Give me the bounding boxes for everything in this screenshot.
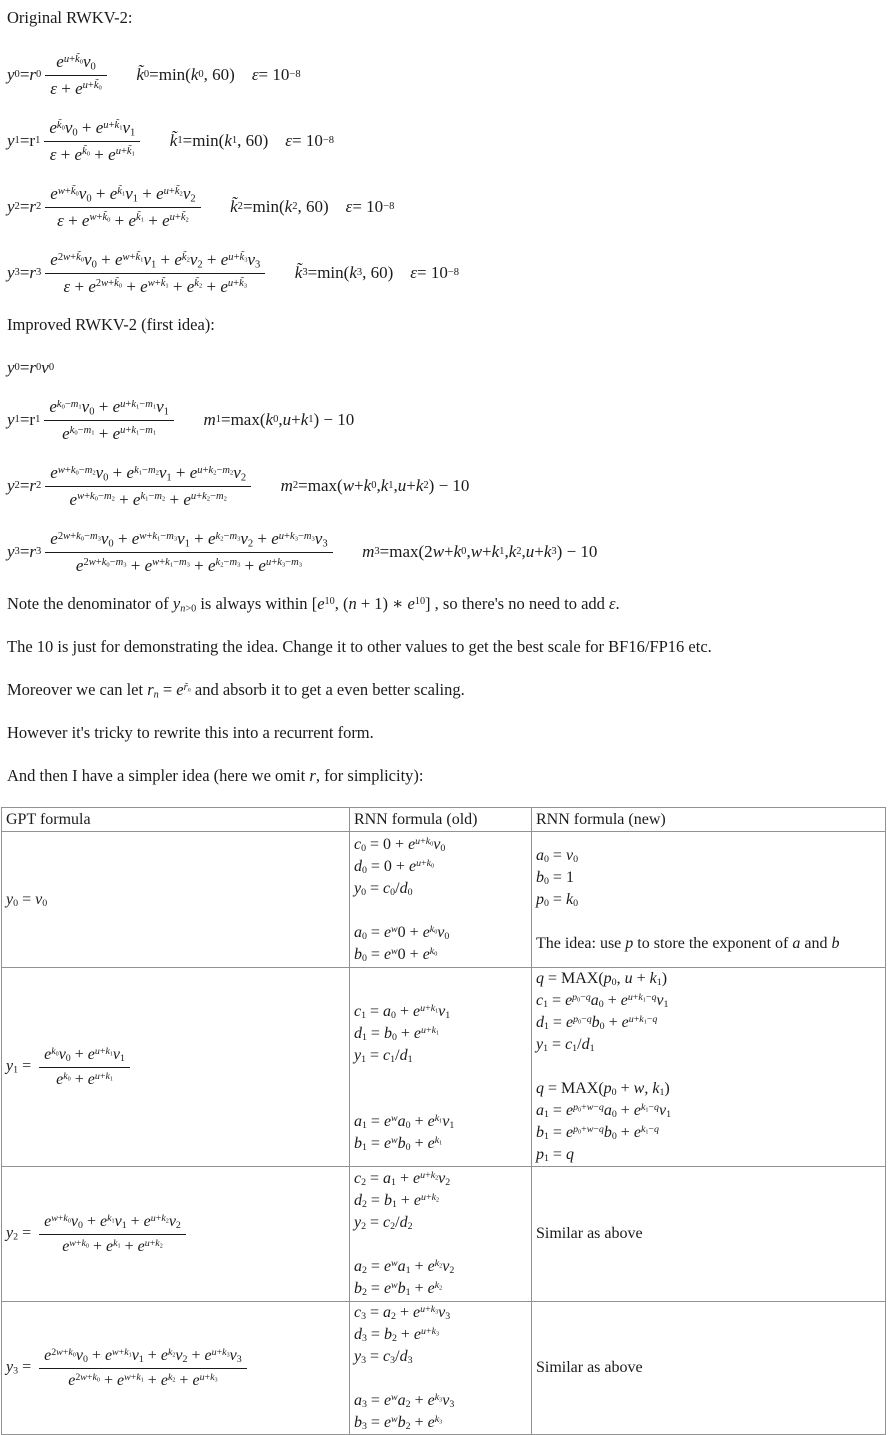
formula-line [536, 911, 881, 933]
formula-line: $a_3 = e^wa_2 + e^{k_3}v_3$ [353, 1392, 455, 1411]
table-row [2, 1302, 886, 1435]
formula-line: $a_0 = e^w0 + e^{k_0}v_0$ [353, 923, 450, 942]
rnn-new-cell [531, 1302, 885, 1435]
formula-line: $c_0 = 0 + e^{u+k_0}v_0$ [353, 835, 446, 854]
table-header-row [2, 808, 886, 832]
formula-comparison-table [1, 807, 886, 1435]
gpt-formula-cell: $y_3$ = $\frac{e^{2w+k_0}v_0 + e^{w+k_1}v_1 + e^{k_2}v_2 + e^{u+k_3}v_3}{e^{2w+k_0} + e^{w+k_1} + e^{k_2} + e^{u+k_3}}$ [2, 1302, 350, 1435]
formula-line: $b_3 = e^wb_2 + e^{k_3}$ [353, 1414, 443, 1433]
formula-line: $y_0 = c_0/d_0$ [353, 879, 413, 898]
column-header: RNN formula (new) [531, 808, 885, 832]
paragraph: And then I have a simpler idea (here we omit r, for simplicity): [7, 766, 424, 785]
formula-line: $a_2 = e^wa_1 + e^{k_2}v_2$ [353, 1258, 455, 1277]
formula-line: $b_0 = 1$ [535, 868, 574, 887]
display-formula: y 2 = r 2 $e^{w+k̃_0}v_0 + e^{k̃_1}v_1 + e^{u+k̃_2}v_2$ $\varepsilon + e^{w+k̃_0} + e^{k̃_1} + e^{u+k̃_2}$ k̃ 2 = min ( k 2 , 60) ε = 10 −8 [7, 184, 395, 230]
formula-line: $a_1 = e^{p_0+w-q}a_0 + e^{k_1-q}v_1$ [535, 1102, 672, 1121]
paragraph: The 10 is just for demonstrating the idea. Change it to other values to get the best scale for BF16/FP16 etc. [7, 637, 712, 656]
paragraph: Moreover we can let $r_n = e^{r̃_n}$ and absorb it to get a even better scaling. [7, 680, 465, 701]
display-formula: y 1 = r 1 $e^{k̃_0}v_0 + e^{u+k̃_1}v_1$ $\varepsilon + e^{k̃_0} + e^{u+k̃_1}$ k̃ 1 = min ( k 1 , 60) ε = 10 −8 [7, 118, 335, 164]
formula-line: $q = MAX(p_0 + w$, $k_1$) [535, 1080, 670, 1099]
formula-line: $c_1 = a_0 + e^{u+k_1}v_1$ [353, 1003, 451, 1022]
formula-line: $y_1 = c_1/d_1$ [353, 1047, 413, 1066]
display-formula: y 3 = r 3 $e^{2w+k_0-m_3}v_0 + e^{w+k_1-m_3}v_1 + e^{k_2-m_3}v_2 + e^{u+k_3-m_3}v_3$ $e^{2w+k_0-m_3} + e^{w+k_1-m_3} + e^{k_2-m_3} + e^{u+k_3-m_3}$ m 3 = max (2 w + k 0 , w + k 1 , k 2 , u + k 3 ) − 10 [7, 529, 598, 575]
formula-line: $c_3 = a_2 + e^{u+k_3}v_3$ [353, 1304, 451, 1323]
formula-line: $d_0 = 0 + e^{u+k_0}$ [353, 857, 435, 876]
formula-line: $d_1 = b_0 + e^{u+k_1}$ [353, 1025, 440, 1044]
column-header: GPT formula [2, 808, 350, 832]
formula-line [354, 1089, 527, 1111]
formula-line: $b_2 = e^wb_1 + e^{k_2}$ [353, 1280, 443, 1299]
paragraph: Improved RWKV-2 (first idea): [7, 315, 215, 334]
formula-line: $p_0 = k_0$ [535, 890, 579, 909]
rnn-new-cell [531, 1167, 885, 1302]
column-header: RNN formula (old) [349, 808, 531, 832]
formula-line: $b_1 = e^{p_0+w-q}b_0 + e^{k_1-q}$ [535, 1124, 659, 1143]
display-formula: y 0 = r 0 v 0 [7, 358, 55, 377]
rnn-new-cell [531, 832, 885, 968]
formula-line: $c_2 = a_1 + e^{u+k_2}v_2$ [353, 1170, 451, 1189]
display-formula: y 1 = r 1 $e^{k_0-m_1}v_0 + e^{u+k_1-m_1}v_1$ $e^{k_0-m_1} + e^{u+k_1-m_1}$ m 1 = max ( k 0 , u + k 1 ) − 10 [7, 397, 355, 443]
formula-line [354, 1368, 527, 1390]
formula-line: $p_1 = q$ [535, 1146, 574, 1165]
rnn-old-cell [349, 832, 531, 968]
rnn-old-cell [349, 1302, 531, 1435]
gpt-formula-cell: $y_1$ = $\frac{e^{k_0}v_0 + e^{u+k_1}v_1}{e^{k_0} + e^{u+k_1}}$ [2, 968, 350, 1167]
formula-line: $y_1 = c_1/d_1$ [535, 1036, 595, 1055]
formula-line [354, 1234, 527, 1256]
formula-line: The idea: use p to store the exponent of a and b [535, 934, 840, 952]
table-row [2, 968, 886, 1167]
formula-line: $c_1 = e^{p_0-q}a_0 + e^{u+k_1-q}v_1$ [535, 992, 669, 1011]
formula-line [354, 1067, 527, 1089]
display-formula: y 2 = r 2 $e^{w+k_0-m_2}v_0 + e^{k_1-m_2}v_1 + e^{u+k_2-m_2}v_2$ $e^{w+k_0-m_2} + e^{k_1-m_2} + e^{u+k_2-m_2}$ m 2 = max ( w + k 0 , k 1 , u + k 2 ) − 10 [7, 463, 470, 509]
rnn-old-cell [349, 968, 531, 1167]
formula-line: $y_3 = c_3/d_3$ [353, 1348, 413, 1367]
rnn-new-cell [531, 968, 885, 1167]
formula-line [354, 900, 527, 922]
formula-line: $q = MAX(p_0$, $u + k_1$) [535, 970, 668, 989]
paragraph: Original RWKV-2: [7, 8, 133, 27]
formula-line: $a_0 = v_0$ [535, 846, 579, 865]
display-formula: y 0 = r 0 $e^{u+k̃_0}v_0$ $\varepsilon + e^{u+k̃_0}$ k̃ 0 = min ( k 0 , 60) ε = 10 −8 [7, 52, 301, 98]
gpt-formula-cell: $y_2$ = $\frac{e^{w+k_0}v_0 + e^{k_1}v_1 + e^{u+k_2}v_2}{e^{w+k_0} + e^{k_1} + e^{u+k_2}}$ [2, 1167, 350, 1302]
rnn-old-cell [349, 1167, 531, 1302]
paragraph: However it's tricky to rewrite this into a recurrent form. [7, 723, 374, 742]
formula-line [536, 1056, 881, 1078]
paragraph: Note the denominator of $y_{n>0}$ is always within [$e^{10}$, (n + 1) ∗ $e^{10}$] , so there's no need to add ε. [7, 594, 620, 615]
formula-line: Similar as above [535, 1359, 643, 1376]
display-formula: y 3 = r 3 $e^{2w+k̃_0}v_0 + e^{w+k̃_1}v_1 + e^{k̃_2}v_2 + e^{u+k̃_3}v_3$ $\varepsilon + e^{2w+k̃_0} + e^{w+k̃_1} + e^{k̃_2} + e^{u+k̃_3}$ k̃ 3 = min ( k 3 , 60) ε = 10 −8 [7, 250, 460, 296]
table-row [2, 1167, 886, 1302]
formula-line: $y_2 = c_2/d_2$ [353, 1214, 413, 1233]
formula-line: $d_1 = e^{p_0-q}b_0 + e^{u+k_1-q}$ [535, 1014, 658, 1033]
formula-notes-section [7, 6, 886, 787]
gpt-formula-cell: $y_0 = v_0$ [2, 832, 350, 968]
formula-line: $a_1 = e^wa_0 + e^{k_1}v_1$ [353, 1113, 455, 1132]
formula-line: $d_2 = b_1 + e^{u+k_2}$ [353, 1192, 440, 1211]
table-row [2, 832, 886, 968]
formula-line: Similar as above [535, 1225, 643, 1242]
formula-line [354, 979, 527, 1001]
formula-line: $b_0 = e^w0 + e^{k_0}$ [353, 945, 438, 964]
formula-line: $d_3 = b_2 + e^{u+k_3}$ [353, 1326, 440, 1345]
formula-line: $b_1 = e^wb_0 + e^{k_1}$ [353, 1135, 443, 1154]
